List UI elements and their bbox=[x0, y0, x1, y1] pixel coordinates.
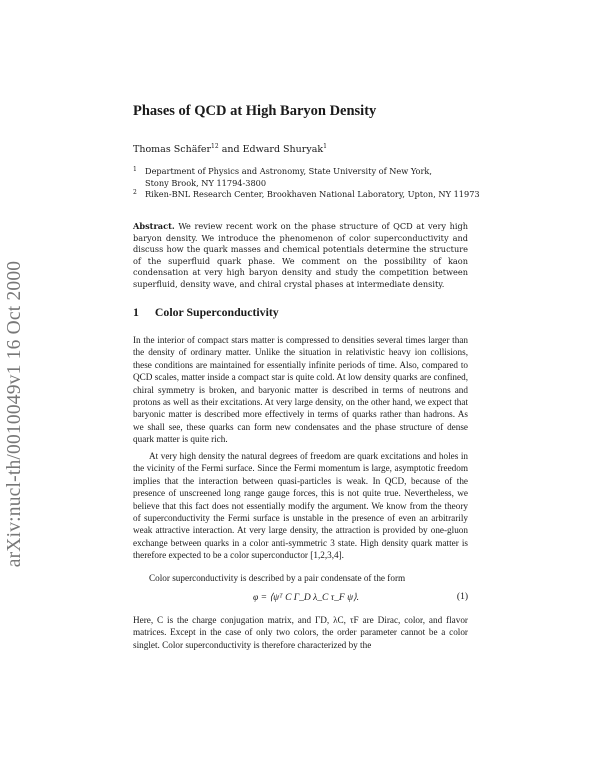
author-line bbox=[133, 143, 327, 155]
author-name: Edward Shuryak bbox=[242, 144, 324, 156]
section-heading bbox=[133, 305, 279, 320]
arxiv-identifier-text: arXiv:nucl-th/0010049v1 16 Oct 2000 bbox=[4, 260, 25, 568]
abstract bbox=[133, 221, 468, 290]
equation bbox=[133, 592, 468, 608]
equation-formula: φ = ⟨ψᵀ C Γ_D λ_C τ_F ψ⟩. bbox=[253, 593, 360, 603]
abstract-text: We review recent work on the phase structure of QCD at very high baryon density. We introduce the phenomenon of color superconductivity and discuss how the quark masses and chemical potentials determine the structure of the superfluid quark phase. We comment on the possibility of kaon condensation at very high baryon density and study the competition between superfluid, density wave, and chiral crystal phases at intermediate density. bbox=[133, 221, 468, 289]
section-number: 1 bbox=[133, 305, 139, 319]
paper-title: Phases of QCD at High Baryon Density bbox=[133, 103, 377, 119]
section-title: Color Superconductivity bbox=[154, 305, 279, 319]
body-paragraph: In the interior of compact stars matter is compressed to densities several times larger than the density of ordinary matter. Unlike the situation in relativistic heavy ion collisions, these conditions are maintained for essentially infinite periods of time. Also, compared to QCD scales, matter inside a compact star is quite cold. At low density quarks are confined, chiral symmetry is broken, and baryonic matter is described in terms of neutrons and protons as well as their excitations. At very large density, on the other hand, we expect that baryonic matter is described more effectively in terms of quarks rather than hadrons. As we shall see, these quarks can form new condensates and the phase structure of dense quark matter is quite rich. bbox=[133, 335, 468, 445]
author-affiliation-mark: 12 bbox=[211, 143, 219, 150]
affiliation bbox=[133, 189, 493, 201]
affiliation-text: Riken-BNL Research Center, Brookhaven National Laboratory, Upton, NY 11973 bbox=[145, 189, 480, 199]
body-paragraph: Here, C is the charge conjugation matrix, and ΓD, λC, τF are Dirac, color, and flavor matrices. Except in the case of only two colors, the order parameter cannot be a color singlet. Color superconductivity is therefore characterized by the bbox=[133, 615, 468, 650]
abstract-label: Abstract. bbox=[133, 221, 175, 231]
author-name: Thomas Schäfer bbox=[133, 144, 212, 156]
body-paragraph: At very high density the natural degrees of freedom are quark excitations and holes in the vicinity of the Fermi surface. Since the Fermi momentum is large, asymptotic freedom implies that the interaction between quasi-particles is weak. In QCD, because of the presence of unscreened long range gauge forces, this is not quite true. Nevertheless, we believe that this fact does not essentially modify the argument. We know from the theory of superconductivity the Fermi surface is unstable in the presence of even an arbitrarily weak attractive interaction. At very large density, the attraction is provided by one-gluon exchange between quarks in a color anti-symmetric 3 state. High density quark matter is therefore expected to be a color superconductor [1,2,3,4]. bbox=[133, 451, 468, 561]
author-affiliation-mark: 1 bbox=[323, 143, 327, 150]
affiliation bbox=[133, 166, 463, 189]
affiliation-text: Department of Physics and Astronomy, State University of New York, Stony Brook, NY 11794-3800 bbox=[145, 166, 432, 188]
equation-number: (1) bbox=[456, 592, 468, 602]
author-connector: and bbox=[218, 144, 243, 156]
affiliation-number: 2 bbox=[133, 189, 137, 196]
affiliation-number: 1 bbox=[133, 166, 137, 173]
body-paragraph: Color superconductivity is described by a pair condensate of the form bbox=[149, 573, 406, 583]
arxiv-identifier bbox=[2, 204, 28, 624]
